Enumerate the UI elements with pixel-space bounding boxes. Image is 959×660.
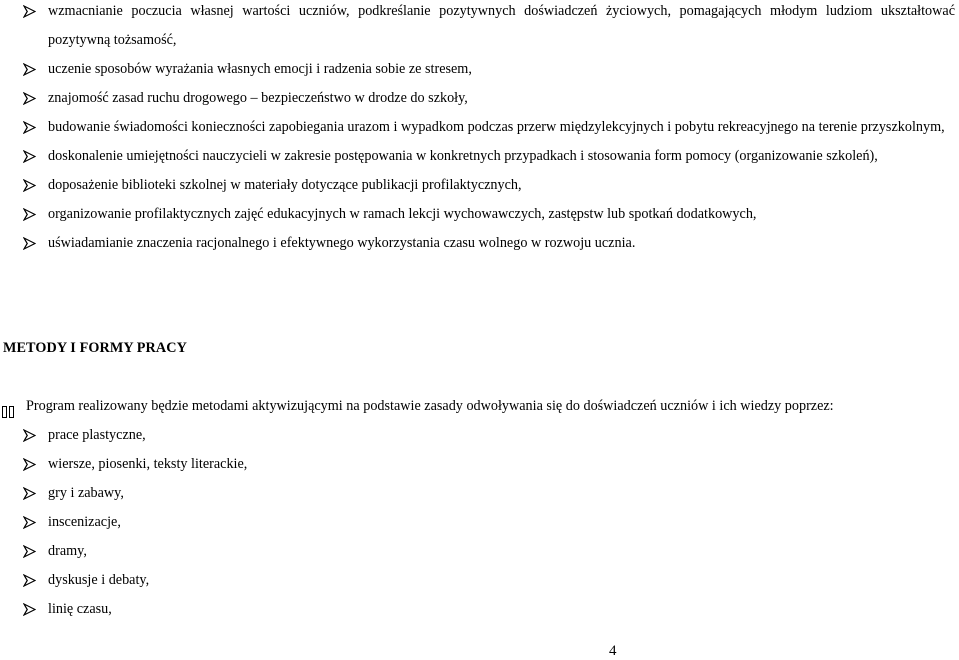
list-item bbox=[0, 508, 957, 537]
arrowhead-bullet-icon bbox=[23, 487, 36, 500]
list-item bbox=[0, 450, 957, 479]
list-item-text: wzmacnianie poczucia własnej wartości uczniów, podkreślanie pozytywnych doświadczeń życiowych, pomagających młodym ludziom ukształtować pozytywną tożsamość, bbox=[48, 3, 955, 48]
arrowhead-bullet-icon bbox=[23, 545, 36, 558]
list-item bbox=[0, 84, 957, 113]
list-item bbox=[0, 171, 957, 200]
arrowhead-bullet-icon bbox=[23, 516, 36, 529]
list-item bbox=[0, 595, 957, 624]
arrowhead-bullet-icon bbox=[23, 458, 36, 471]
list-item-text: inscenizacje, bbox=[48, 514, 121, 530]
arrowhead-bullet-icon bbox=[23, 208, 36, 221]
list-item-text: dramy, bbox=[48, 543, 87, 559]
list-item bbox=[0, 0, 957, 55]
arrowhead-bullet-icon bbox=[23, 92, 36, 105]
list-item-text: dyskusje i debaty, bbox=[48, 572, 150, 588]
list-item bbox=[0, 142, 957, 171]
list-item bbox=[0, 479, 957, 508]
double-square-icon bbox=[2, 401, 14, 413]
list-item bbox=[0, 421, 957, 450]
arrowhead-bullet-icon bbox=[23, 603, 36, 616]
arrowhead-bullet-icon bbox=[23, 574, 36, 587]
arrowhead-bullet-icon bbox=[23, 429, 36, 442]
list-item-text: doskonalenie umiejętności nauczycieli w zakresie postępowania w konkretnych przypadkach i stosowania form pomocy (organizowanie szkoleń), bbox=[48, 148, 878, 164]
list-item bbox=[0, 55, 957, 84]
list-item-text: prace plastyczne, bbox=[48, 427, 146, 443]
list-item bbox=[0, 200, 957, 229]
list-item-text: wiersze, piosenki, teksty literackie, bbox=[48, 456, 248, 472]
list-item-text: znajomość zasad ruchu drogowego – bezpieczeństwo w drodze do szkoły, bbox=[48, 90, 468, 106]
list-item-text: uświadamianie znaczenia racjonalnego i efektywnego wykorzystania czasu wolnego w rozwoju ucznia. bbox=[48, 235, 636, 251]
page-number: 4 bbox=[609, 643, 617, 659]
arrowhead-bullet-icon bbox=[23, 179, 36, 192]
arrowhead-bullet-icon bbox=[23, 121, 36, 134]
list-item-text: uczenie sposobów wyrażania własnych emocji i radzenia sobie ze stresem, bbox=[48, 61, 472, 77]
methods-intro-text: Program realizowany będzie metodami aktywizującymi na podstawie zasady odwoływania się do doświadczeń uczniów i ich wiedzy poprzez: bbox=[26, 398, 834, 414]
arrowhead-bullet-icon bbox=[23, 5, 36, 18]
list-item-text: doposażenie biblioteki szkolnej w materiały dotyczące publikacji profilaktycznych, bbox=[48, 177, 522, 193]
arrowhead-bullet-icon bbox=[23, 63, 36, 76]
list-item-text: organizowanie profilaktycznych zajęć edukacyjnych w ramach lekcji wychowawczych, zastępstw lub spotkań dodatkowych, bbox=[48, 206, 757, 222]
arrowhead-bullet-icon bbox=[23, 237, 36, 250]
list-item-text: budowanie świadomości konieczności zapobiegania urazom i wypadkom podczas przerw międzylekcyjnych i pobytu rekreacyjnego na terenie przyszkolnym, bbox=[48, 119, 945, 135]
list-item bbox=[0, 537, 957, 566]
list-item-text: gry i zabawy, bbox=[48, 485, 124, 501]
list-item bbox=[0, 113, 957, 142]
section-heading: METODY I FORMY PRACY bbox=[3, 340, 187, 356]
list-item bbox=[0, 566, 957, 595]
methods-list bbox=[0, 421, 957, 624]
list-item bbox=[0, 229, 957, 258]
prevention-goals-list bbox=[0, 0, 957, 258]
arrowhead-bullet-icon bbox=[23, 150, 36, 163]
list-item-text: linię czasu, bbox=[48, 601, 112, 617]
